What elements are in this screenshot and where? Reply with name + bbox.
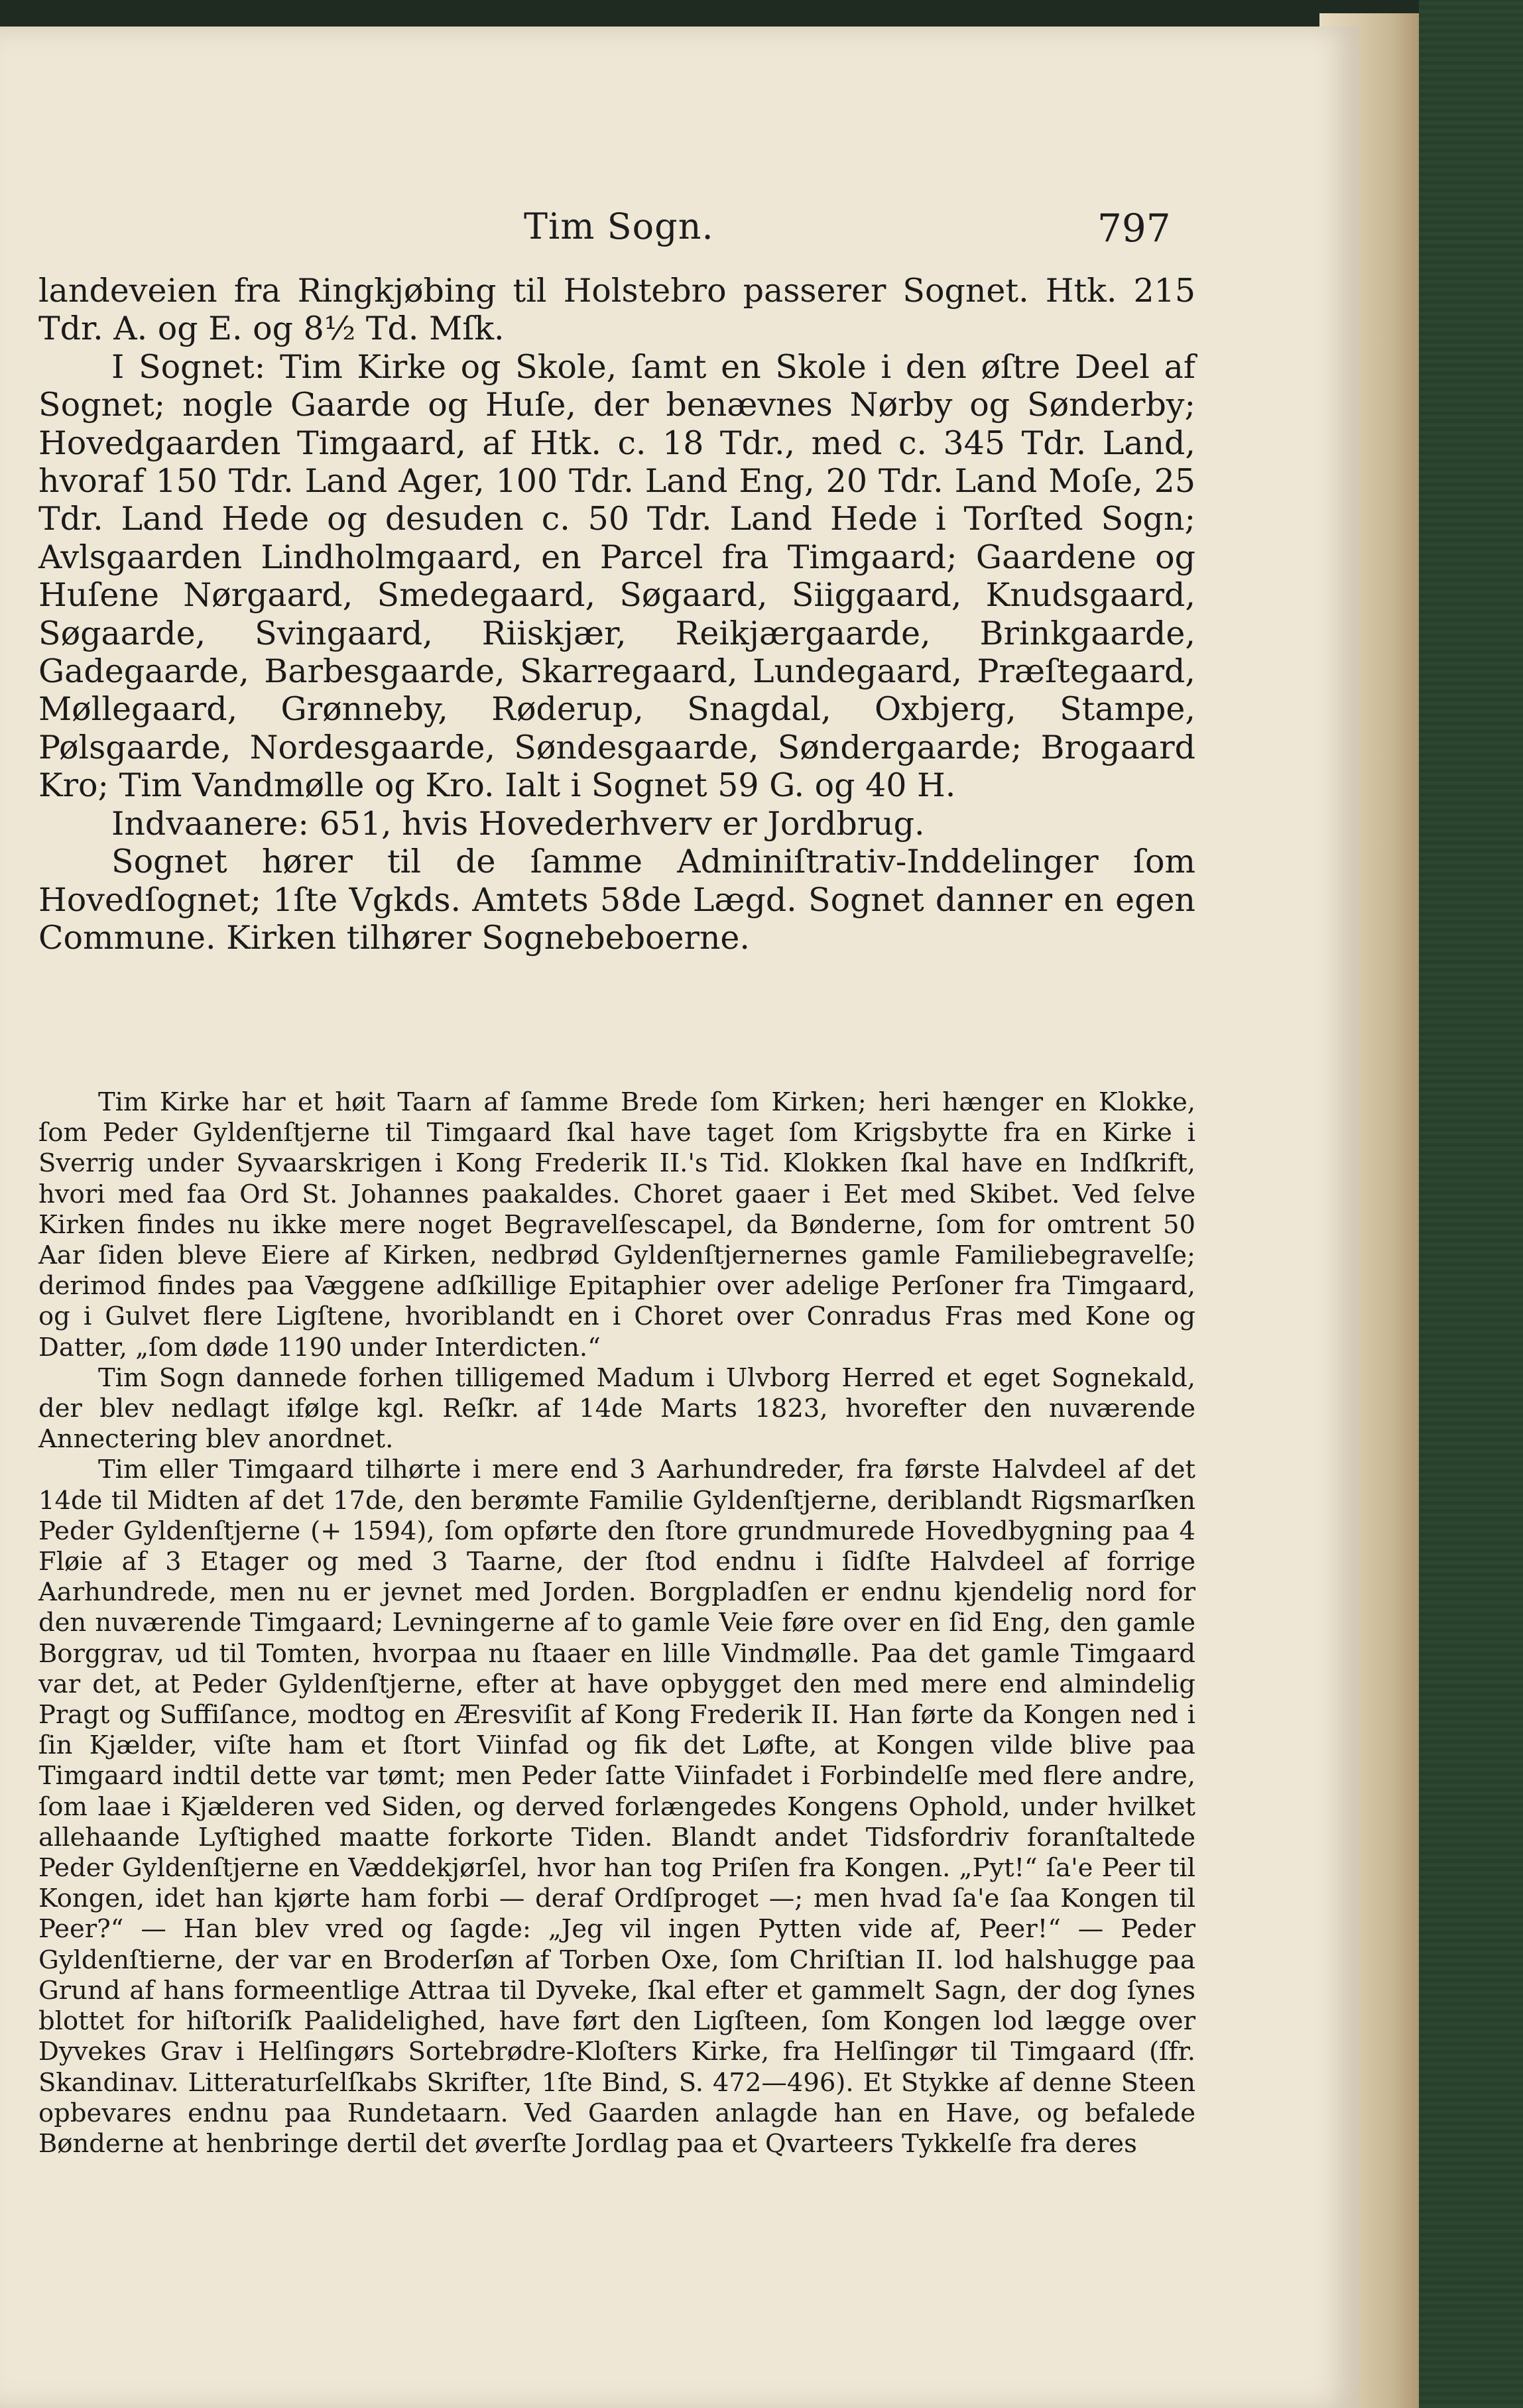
- paragraph-parish-history: Tim Sogn dannede forhen tilligemed Madum i Ulvborg Herred et eget Sognekald, der blev nedlagt ifølge kgl. Reſkr. af 14de Marts 1823, hvorefter den nuværende Annectering blev anordnet.: [38, 1362, 1195, 1455]
- paragraph-timgaard-history: Tim eller Timgaard tilhørte i mere end 3 Aarhundreder, fra første Halvdeel af det 14de til Midten af det 17de, den berømte Familie Gyldenſtjerne, deriblandt Rigsmarſken Peder Gyldenſtjerne (+ 1594), ſom opførte den ſtore grundmurede Hovedbygning paa 4 Fløie af 3 Etager og med 3 Taarne, der ſtod endnu i ſidſte Halvdeel af forrige Aarhundrede, men nu er jevnet med Jorden. Borgpladſen er endnu kjendelig nord for den nuværende Timgaard; Levningerne af to gamle Veie føre over en ſid Eng, den gamle Borggrav, ud til Tomten, hvorpaa nu ſtaaer en lille Vindmølle. Paa det gamle Timgaard var det, at Peder Gyldenſtjerne, efter at have opbygget den med mere end almindelig Pragt og Suffiſance, modtog en Æresviſit af Kong Frederik II. Han førte da Kongen ned i ſin Kjælder, viſte ham et ſtort Viinfad og fik det Løfte, at Kongen vilde blive paa Timgaard indtil dette var tømt; men Peder ſatte Viinfadet i Forbindelſe med flere andre, ſom laae i Kjælderen ved Siden, og derved forlængedes Kongens Ophold, under hvilket allehaande Lyſtighed maatte forkorte Tiden. Blandt andet Tidsfordriv foranſtaltede Peder Gyldenſtjerne en Væddekjørſel, hvor han tog Priſen fra Kongen. „Pyt!“ ſa'e Peer til Kongen, idet han kjørte ham forbi — deraf Ordſproget —; men hvad ſa'e ſaa Kongen til Peer?“ — Han blev vred og ſagde: „Jeg vil ingen Pytten vide af, Peer!“ — Peder Gyldenſtierne, der var en Broderſøn af Torben Oxe, ſom Chriſtian II. lod halshugge paa Grund af hans formeentlige Attraa til Dyveke, ſkal efter et gammelt Sagn, der dog ſynes blottet for hiſtoriſk Paalidelighed, have ført den Ligſteen, ſom Kongen lod lægge over Dyvekes Grav i Helſingørs Sortebrødre-Kloſters Kirke, fra Helſingør til Timgaard (ſfr. Skandinav. Litteraturſelſkabs Skrifter, 1ſte Bind, S. 472—496). Et Stykke af denne Steen opbevares endnu paa Rundetaarn. Ved Gaarden anlagde han en Have, og befalede Bønderne at henbringe dertil det øverſte Jordlag paa et Qvarteers Tykkelſe fra deres: [38, 1455, 1195, 2159]
- small-text-block: [38, 1087, 1195, 2159]
- paragraph-sognet-contents: I Sognet: Tim Kirke og Skole, ſamt en Skole i den øſtre Deel af Sognet; nogle Gaarde og Huſe, der benævnes Nørby og Sønderby; Hovedgaarden Timgaard, af Htk. c. 18 Tdr., med c. 345 Tdr. Land, hvoraf 150 Tdr. Land Ager, 100 Tdr. Land Eng, 20 Tdr. Land Moſe, 25 Tdr. Land Hede og desuden c. 50 Tdr. Land Hede i Torſted Sogn; Avlsgaarden Lindholmgaard, en Parcel fra Timgaard; Gaardene og Huſene Nørgaard, Smedegaard, Søgaard, Siiggaard, Knudsgaard, Søgaarde, Svingaard, Riiskjær, Reikjærgaarde, Brinkgaarde, Gadegaarde, Barbesgaarde, Skarregaard, Lundegaard, Præſtegaard, Møllegaard, Grønneby, Røderup, Snagdal, Oxbjerg, Stampe, Pølsgaarde, Nordesgaarde, Søndesgaarde, Søndergaarde; Brogaard Kro; Tim Vandmølle og Kro. Ialt i Sognet 59 G. og 40 H.: [38, 347, 1195, 805]
- running-title: Tim Sogn.: [524, 206, 714, 247]
- paragraph-administration: Sognet hører til de ſamme Adminiſtrativ-Inddelinger ſom Hovedſognet; 1ſte Vgkds. Amtets 58de Lægd. Sognet danner en egen Commune. Kirken tilhører Sognebeboerne.: [38, 843, 1195, 957]
- paragraph-inhabitants: Indvaanere: 651, hvis Hovederhverv er Jordbrug.: [111, 804, 925, 843]
- paragraph-church: Tim Kirke har et høit Taarn af ſamme Brede ſom Kirken; heri hænger en Klokke, ſom Peder Gyldenſtjerne til Timgaard ſkal have taget ſom Krigsbytte fra en Kirke i Sverrig under Syvaarskrigen i Kong Frederik II.'s Tid. Klokken ſkal have en Indſkrift, hvori med faa Ord St. Johannes paakaldes. Choret gaaer i Eet med Skibet. Ved ſelve Kirken findes nu ikke mere noget Begravelſescapel, da Bønderne, ſom for omtrent 50 Aar ſiden bleve Eiere af Kirken, nedbrød Gyldenſtjernernes gamle Familiebegravelſe; derimod findes paa Væggene adſkillige Epitaphier over adelige Perſoner fra Timgaard, og i Gulvet flere Ligſtene, hvoriblandt en i Choret over Conradus Fras med Kone og Datter, „ſom døde 1190 under Interdicten.“: [38, 1087, 1195, 1362]
- page-number: 797: [1097, 206, 1171, 251]
- page-header: [0, 192, 1193, 265]
- paragraph-continued: landeveien fra Ringkjøbing til Holstebro passerer Sognet. Htk. 215 Tdr. A. og E. og 8½ Td. Mſk.: [38, 272, 1195, 348]
- book-cover-edge: [1419, 0, 1523, 2408]
- main-text-block: [38, 272, 1195, 957]
